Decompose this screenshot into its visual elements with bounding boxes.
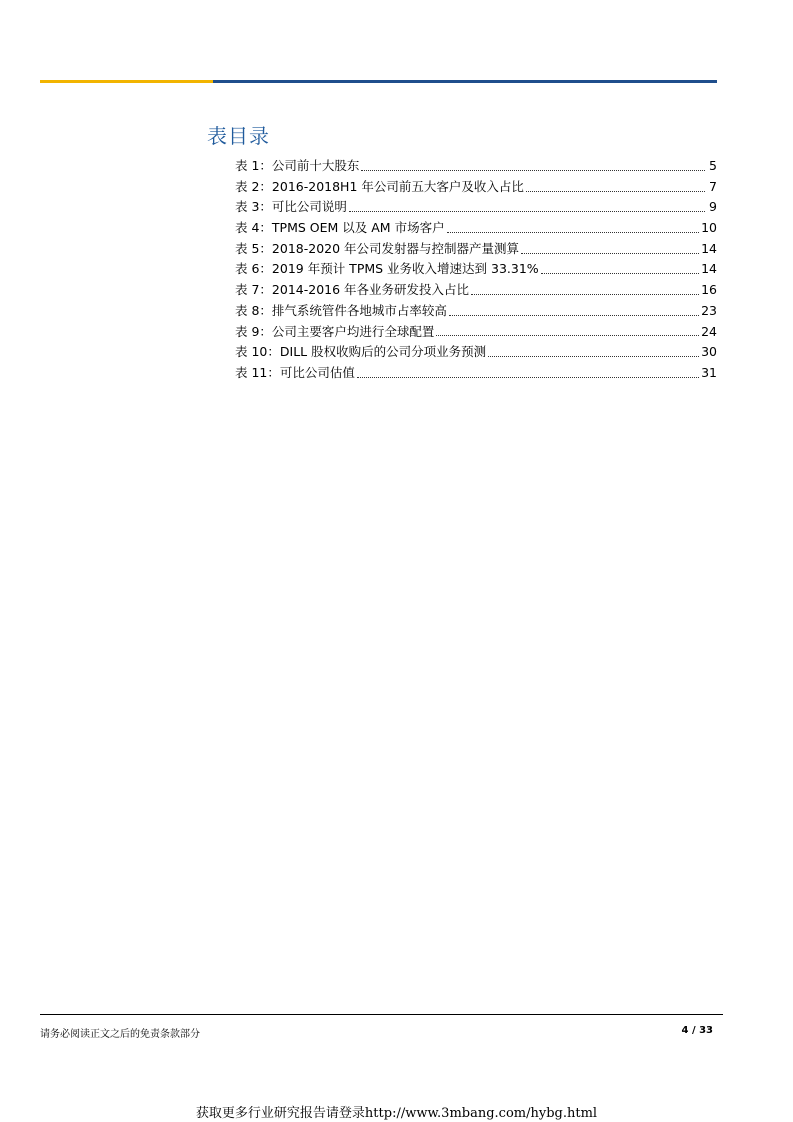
table-of-contents bbox=[235, 156, 717, 384]
toc-entry-label: 表 5：2018-2020 年公司发射器与控制器产量测算 bbox=[235, 240, 520, 256]
toc-entry-page: 9 bbox=[709, 199, 717, 215]
footer-disclaimer: 请务必阅读正文之后的免责条款部分 bbox=[40, 1029, 200, 1040]
toc-entry[interactable] bbox=[235, 280, 717, 301]
header-accent-gold bbox=[40, 80, 213, 83]
toc-entry[interactable] bbox=[235, 218, 717, 239]
toc-entry-page: 16 bbox=[701, 282, 717, 298]
toc-entry-page: 23 bbox=[701, 302, 717, 318]
toc-entry-label: 表 6：2019 年预计 TPMS 业务收入增速达到 33.31% bbox=[235, 261, 539, 277]
toc-entry-page: 30 bbox=[701, 344, 717, 360]
toc-entry[interactable] bbox=[235, 197, 717, 218]
toc-entry[interactable] bbox=[235, 322, 717, 343]
toc-entry[interactable] bbox=[235, 259, 717, 280]
toc-entry-label: 表 4：TPMS OEM 以及 AM 市场客户 bbox=[235, 220, 445, 236]
toc-leader-dots bbox=[541, 273, 699, 274]
toc-leader-dots bbox=[361, 170, 705, 171]
toc-leader-dots bbox=[349, 211, 705, 212]
toc-entry[interactable] bbox=[235, 177, 717, 198]
toc-entry-label: 表 11：可比公司估值 bbox=[235, 364, 355, 380]
toc-entry-page: 14 bbox=[701, 261, 717, 277]
toc-leader-dots bbox=[471, 294, 699, 295]
toc-entry-page: 14 bbox=[701, 240, 717, 256]
toc-entry-label: 表 9：公司主要客户均进行全球配置 bbox=[235, 323, 435, 339]
toc-leader-dots bbox=[357, 377, 699, 378]
toc-leader-dots bbox=[447, 232, 700, 233]
toc-entry-label: 表 7：2014-2016 年各业务研发投入占比 bbox=[235, 282, 470, 298]
toc-entry-page: 7 bbox=[709, 178, 717, 194]
toc-leader-dots bbox=[436, 335, 699, 336]
toc-entry[interactable] bbox=[235, 342, 717, 363]
toc-leader-dots bbox=[449, 315, 699, 316]
toc-leader-dots bbox=[521, 253, 699, 254]
toc-entry-label: 表 2：2016-2018H1 年公司前五大客户及收入占比 bbox=[235, 178, 524, 194]
toc-leader-dots bbox=[526, 191, 705, 192]
header-accent-blue bbox=[213, 80, 717, 83]
toc-entry-label: 表 10：DILL 股权收购后的公司分项业务预测 bbox=[235, 344, 487, 360]
toc-entry-page: 5 bbox=[709, 158, 717, 173]
toc-title: 表目录 bbox=[207, 124, 270, 148]
footer-divider bbox=[40, 1014, 723, 1015]
toc-entry-label: 表 3：可比公司说明 bbox=[235, 199, 347, 215]
toc-entry-label: 表 1：公司前十大股东 bbox=[235, 158, 360, 173]
toc-entry-page: 10 bbox=[701, 220, 717, 236]
page-indicator: 4 / 33 bbox=[681, 1025, 713, 1036]
toc-entry[interactable] bbox=[235, 301, 717, 322]
toc-leader-dots bbox=[488, 356, 699, 357]
toc-entry[interactable] bbox=[235, 156, 717, 177]
bottom-promo-link[interactable]: 获取更多行业研究报告请登录http://www.3mbang.com/hybg.html bbox=[195, 1106, 598, 1121]
toc-entry[interactable] bbox=[235, 239, 717, 260]
toc-entry-label: 表 8：排气系统管件各地城市占率较高 bbox=[235, 302, 447, 318]
toc-entry[interactable] bbox=[235, 363, 717, 384]
toc-entry-page: 31 bbox=[701, 364, 717, 380]
toc-entry-page: 24 bbox=[701, 323, 717, 339]
